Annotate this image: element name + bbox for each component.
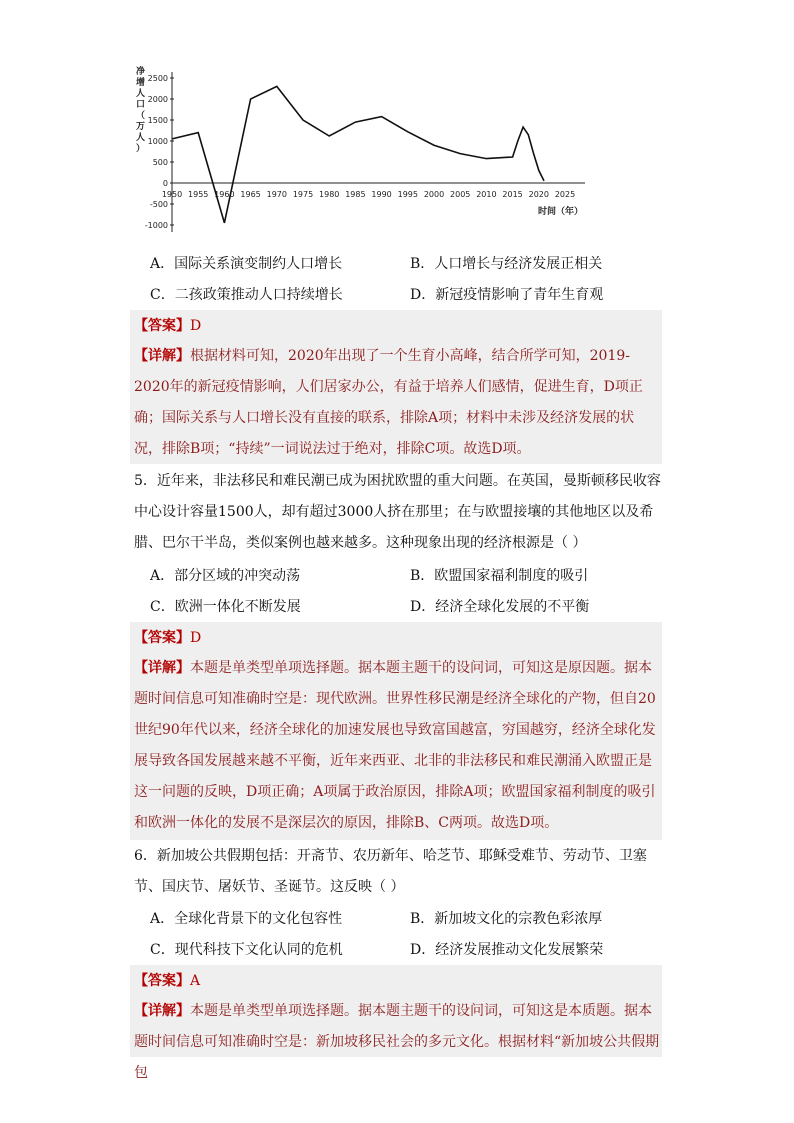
x-tick-label: 2020: [528, 190, 549, 199]
population-chart: [130, 64, 600, 244]
x-tick-label: 1975: [292, 190, 314, 199]
q5-option-a[interactable]: A．部分区域的冲突动荡: [150, 568, 301, 584]
q6-option-d[interactable]: D．经济发展推动文化发展繁荣: [410, 942, 604, 958]
x-tick-label: 2015: [502, 190, 523, 199]
answer-value: D: [190, 630, 202, 646]
y-tick-label: 0: [162, 179, 168, 188]
q6-detail: [134, 996, 662, 1081]
answer-tag: 【答案】: [134, 973, 190, 989]
y-tick-label: 2500: [147, 74, 168, 83]
x-tick-label: 1970: [266, 190, 287, 199]
y-axis-label-char: 人: [136, 133, 146, 143]
q6-stem: 6．新加坡公共假期包括：开斋节、农历新年、哈芝节、耶稣受难节、劳动节、卫塞节、国庆节、屠妖节、圣诞节。这反映（ ）: [134, 848, 647, 895]
y-axis-label-char: 口: [136, 100, 146, 110]
q5-option-c[interactable]: C．欧洲一体化不断发展: [150, 599, 301, 615]
y-tick-label: 1500: [147, 116, 168, 125]
q6-option-a[interactable]: A．全球化背景下的文化包容性: [150, 911, 343, 927]
x-tick-label: 1955: [188, 190, 209, 199]
q4-option-b[interactable]: B．人口增长与经济发展正相关: [410, 256, 603, 272]
line-chart: [130, 64, 600, 244]
answer-tag: 【答案】: [134, 318, 190, 334]
detail-text: 根据材料可知，2020年出现了一个生育小高峰，结合所学可知，2019-2020年的新冠疫情影响，人们居家办公，有益于培养人们感情，促进生育，D项正确；国际关系与人口增长没有直接的联系，排除A项；材料中未涉及经济发展的状况，排除B项；“持续”一词说法过于绝对，排除C项。故选D项。: [134, 348, 643, 457]
y-axis-label: 净: [136, 67, 146, 77]
q4-option-d[interactable]: D．新冠疫情影响了青年生育观: [410, 287, 604, 303]
detail-tag: 【详解】: [134, 660, 190, 676]
x-tick-label: 1995: [397, 190, 418, 199]
q6-answer: [134, 971, 200, 991]
x-tick-label: 1985: [345, 190, 366, 199]
y-tick-label: 2000: [147, 95, 168, 104]
answer-value: D: [190, 318, 202, 334]
y-axis-label-char: ）: [136, 144, 146, 154]
y-axis-label-char: 万: [136, 122, 146, 132]
y-tick-label: -1000: [144, 221, 168, 230]
x-tick-label: 2000: [423, 190, 445, 199]
q5-stem: 5．近年来，非法移民和难民潮已成为困扰欧盟的重大问题。在英国，曼斯顿移民收容中心设计容量1500人，却有超过3000人挤在那里；在与欧盟接壤的其他地区以及希腊、巴尔干半岛，类似案例也越来越多。这种现象出现的经济根源是（ ）: [134, 473, 661, 551]
x-tick-label: 1950: [161, 190, 183, 199]
answer-tag: 【答案】: [134, 630, 190, 646]
detail-tag: 【详解】: [134, 1003, 190, 1019]
y-tick-label: -500: [149, 200, 168, 209]
q5-answer: [134, 628, 201, 648]
x-tick-label: 2010: [476, 190, 497, 199]
x-tick-label: 1980: [319, 190, 340, 199]
x-tick-label: 2005: [450, 190, 471, 199]
x-tick-label: 2025: [554, 190, 576, 199]
q4-option-c[interactable]: C．二孩政策推动人口持续增长: [150, 287, 343, 303]
y-axis-label-char: 增: [136, 78, 146, 88]
q6-option-b[interactable]: B．新加坡文化的宗教色彩浓厚: [410, 911, 603, 927]
q4-answer: [134, 316, 201, 336]
y-axis-label-char: 人: [136, 89, 146, 99]
y-tick-label: 500: [152, 158, 168, 167]
y-tick-label: 1000: [147, 137, 168, 146]
q6-option-c[interactable]: C．现代科技下文化认同的危机: [150, 942, 343, 958]
q5-option-b[interactable]: B．欧盟国家福利制度的吸引: [410, 568, 589, 584]
answer-value: A: [190, 973, 201, 989]
q4-option-a[interactable]: A．国际关系演变制约人口增长: [150, 256, 343, 272]
detail-text: 本题是单类型单项选择题。据本题主题干的设问词，可知这是本质题。据本题时间信息可知准确时空是：新加坡移民社会的多元文化。根据材料“新加坡公共假期包: [134, 1003, 660, 1081]
x-tick-label: 1965: [240, 190, 261, 199]
y-axis-label-char: （: [136, 111, 146, 121]
q5-detail: [134, 653, 662, 839]
q4-detail: [134, 341, 662, 465]
x-tick-label: 1990: [371, 190, 392, 199]
series-line: [172, 86, 544, 223]
x-axis-label: 时间（年）: [538, 207, 584, 217]
x-tick-label: 1960: [214, 190, 235, 199]
q5-option-d[interactable]: D．经济全球化发展的不平衡: [410, 599, 590, 615]
detail-tag: 【详解】: [134, 348, 190, 364]
detail-text: 本题是单类型单项选择题。据本题主题干的设问词，可知这是原因题。据本题时间信息可知准确时空是：现代欧洲。世界性移民潮是经济全球化的产物，但自20世纪90年代以来，经济全球化的加速发展也导致富国越富，穷国越穷，经济全球化发展导致各国发展越来越不平衡，近年来西亚、北非的非法移民和难民潮涌入欧盟正是这一问题的反映，D项正确；A项属于政治原因，排除A项；欧盟国家福利制度的吸引和欧洲一体化的发展不是深层次的原因，排除B、C两项。故选D项。: [134, 660, 656, 831]
